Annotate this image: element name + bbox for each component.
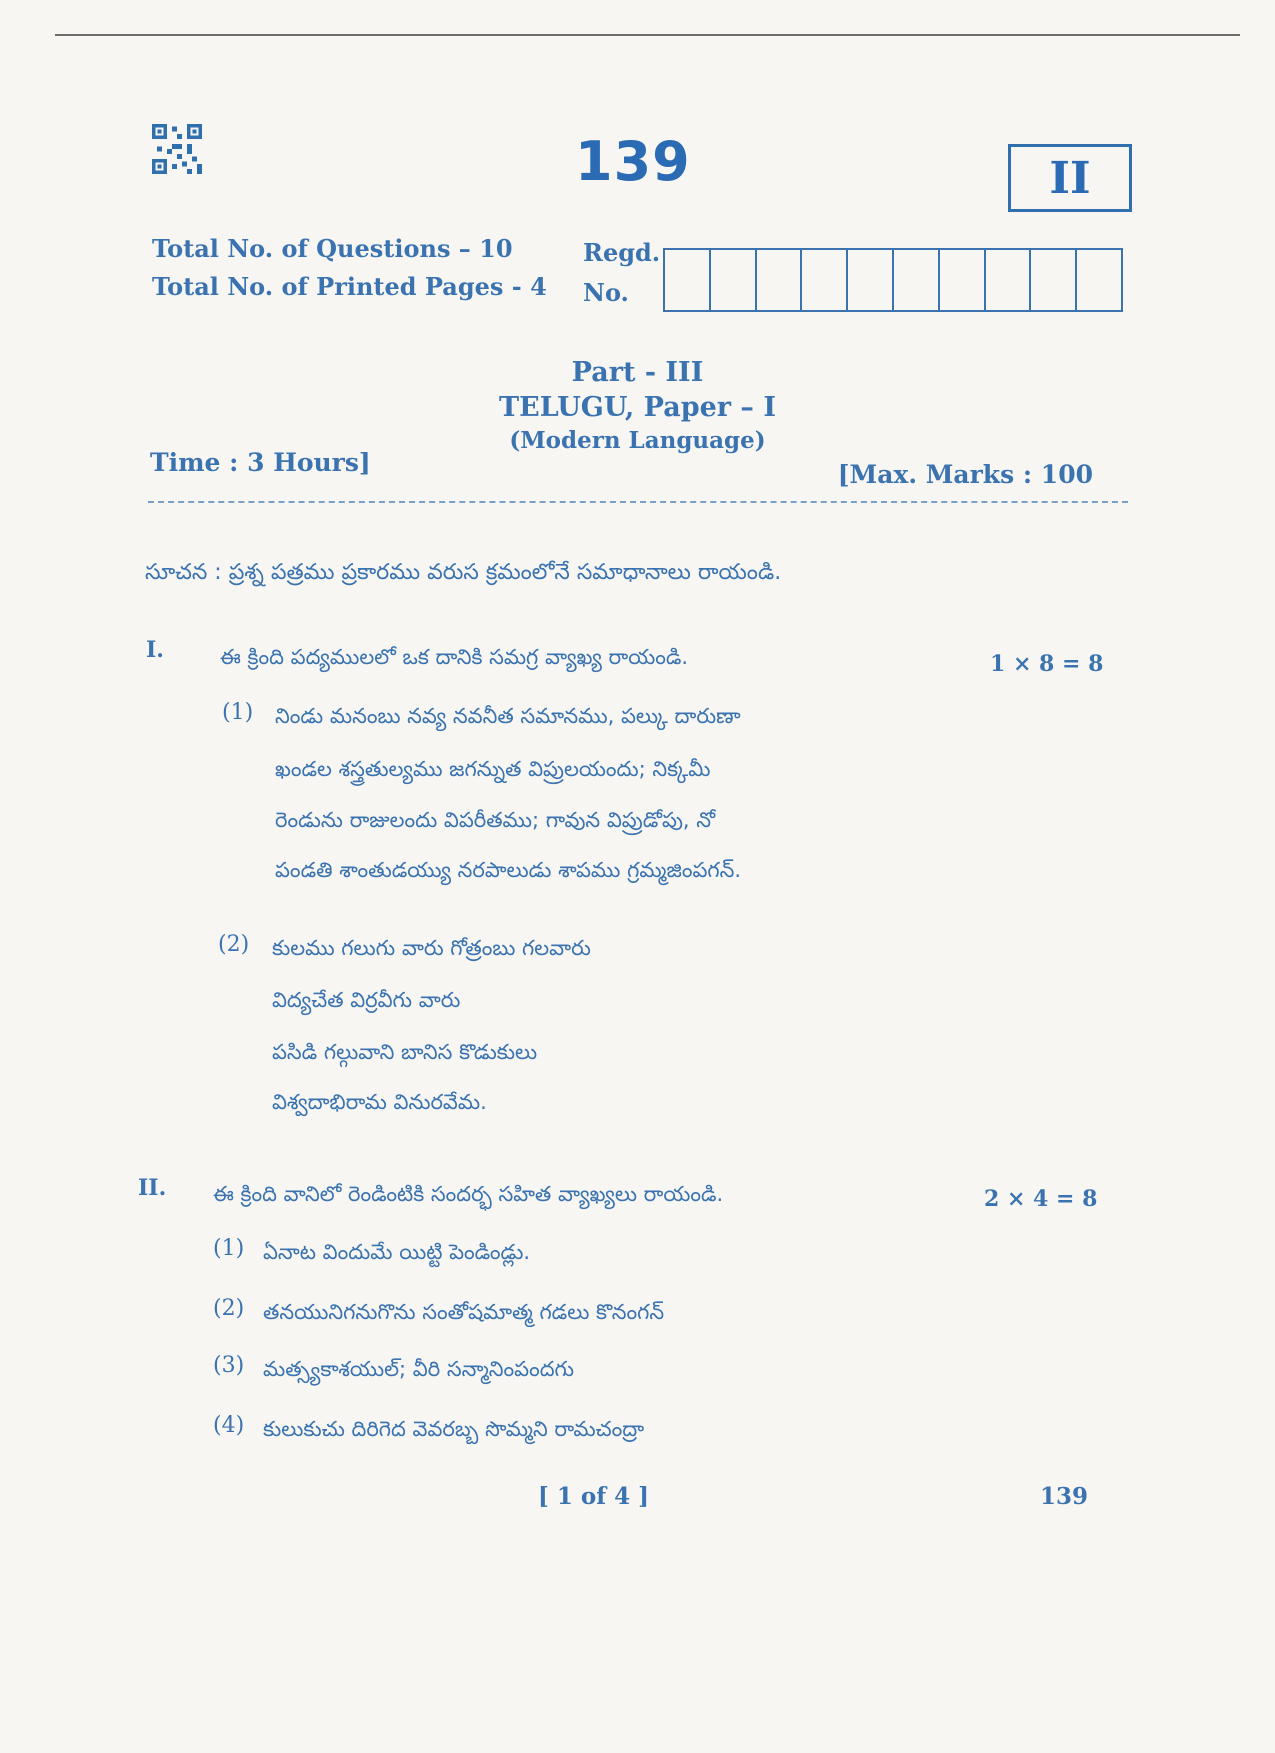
reg-digit-box[interactable] — [802, 250, 848, 310]
max-marks: [Max. Marks : 100 — [837, 460, 1093, 489]
instruction: సూచన : ప్రశ్న పత్రము ప్రకారము వరుస క్రమంలోనే సమాధానాలు రాయండి. — [145, 560, 782, 585]
page-number: [ 1 of 4 ] — [538, 1483, 650, 1510]
set-label: II — [1008, 144, 1132, 212]
header-divider — [148, 501, 1128, 503]
poem-line: ఖండల శస్త్రతుల్యము జగన్నుత విప్రులయందు; నిక్కమీ — [275, 757, 711, 781]
qr-code-icon — [152, 124, 202, 174]
question-marks: 2 × 4 = 8 — [984, 1186, 1098, 1212]
poem-line: పసిడి గల్గువాని బానిస కొడుకులు — [272, 1040, 538, 1064]
subject-subtitle: (Modern Language) — [509, 427, 766, 454]
exam-time: Time : 3 Hours] — [150, 448, 371, 477]
sub-question-number: (2) — [213, 1296, 245, 1321]
reg-digit-box[interactable] — [665, 250, 711, 310]
reg-digit-box[interactable] — [986, 250, 1032, 310]
regd-label: Regd. — [583, 238, 661, 267]
sub-question-text: ఏనాట విందుమే యిట్టి పెండిండ్లు. — [263, 1240, 531, 1264]
reg-digit-box[interactable] — [894, 250, 940, 310]
poem-line: పండతి శాంతుడయ్యు నరపాలుడు శాపము గ్రమ్మజింపగన్. — [275, 858, 742, 882]
reg-digit-box[interactable] — [711, 250, 757, 310]
total-questions: Total No. of Questions – 10 — [152, 234, 513, 263]
sub-question-number: (3) — [213, 1353, 245, 1378]
reg-digit-box[interactable] — [1031, 250, 1077, 310]
poem-line: నిండు మనంబు నవ్య నవనీత సమానము, పల్కు దారుణా — [275, 704, 741, 728]
sub-question-number: (4) — [213, 1413, 245, 1438]
question-number: II. — [138, 1175, 167, 1201]
no-label: No. — [583, 278, 629, 307]
total-pages: Total No. of Printed Pages - 4 — [152, 272, 547, 301]
reg-digit-box[interactable] — [757, 250, 803, 310]
part-title: Part - III — [571, 357, 704, 388]
sub-question-text: కులుకుచు దిరిగెద వెవరబ్బ సొమ్మని రామచంద్రా — [263, 1417, 645, 1441]
reg-digit-box[interactable] — [940, 250, 986, 310]
sub-question-number: (2) — [218, 932, 250, 957]
question-marks: 1 × 8 = 8 — [990, 651, 1104, 677]
reg-digit-box[interactable] — [1077, 250, 1121, 310]
registration-number-boxes[interactable] — [663, 248, 1123, 312]
sub-question-number: (1) — [222, 700, 254, 725]
sub-question-text: తనయునిగనుగొను సంతోషమాత్మ గడలు కొనంగన్ — [263, 1300, 665, 1324]
sub-question-text: మత్స్యకాశయుల్; వీరి సన్మానింపందగు — [263, 1357, 575, 1381]
poem-line: కులము గలుగు వారు గోత్రంబు గలవారు — [272, 936, 591, 960]
paper-code: 139 — [575, 130, 691, 193]
question-text: ఈ క్రింది పద్యములలో ఒక దానికి సమగ్ర వ్యాఖ్య రాయండి. — [220, 645, 689, 669]
reg-digit-box[interactable] — [848, 250, 894, 310]
sub-question-number: (1) — [213, 1236, 245, 1261]
poem-line: విశ్వదాభిరామ వినురవేమ. — [272, 1090, 487, 1114]
poem-line: రెండును రాజులందు విపరీతము; గావున విప్రుడోపు, నో — [275, 808, 716, 832]
subject-title: TELUGU, Paper – I — [499, 392, 776, 423]
poem-line: విద్యచేత విర్రవీగు వారు — [272, 988, 461, 1012]
question-number: I. — [146, 637, 164, 663]
question-text: ఈ క్రింది వానిలో రెండింటికి సందర్భ సహిత వ్యాఖ్యలు రాయండి. — [213, 1182, 724, 1206]
top-rule — [55, 34, 1240, 36]
footer-paper-code: 139 — [1040, 1483, 1089, 1510]
